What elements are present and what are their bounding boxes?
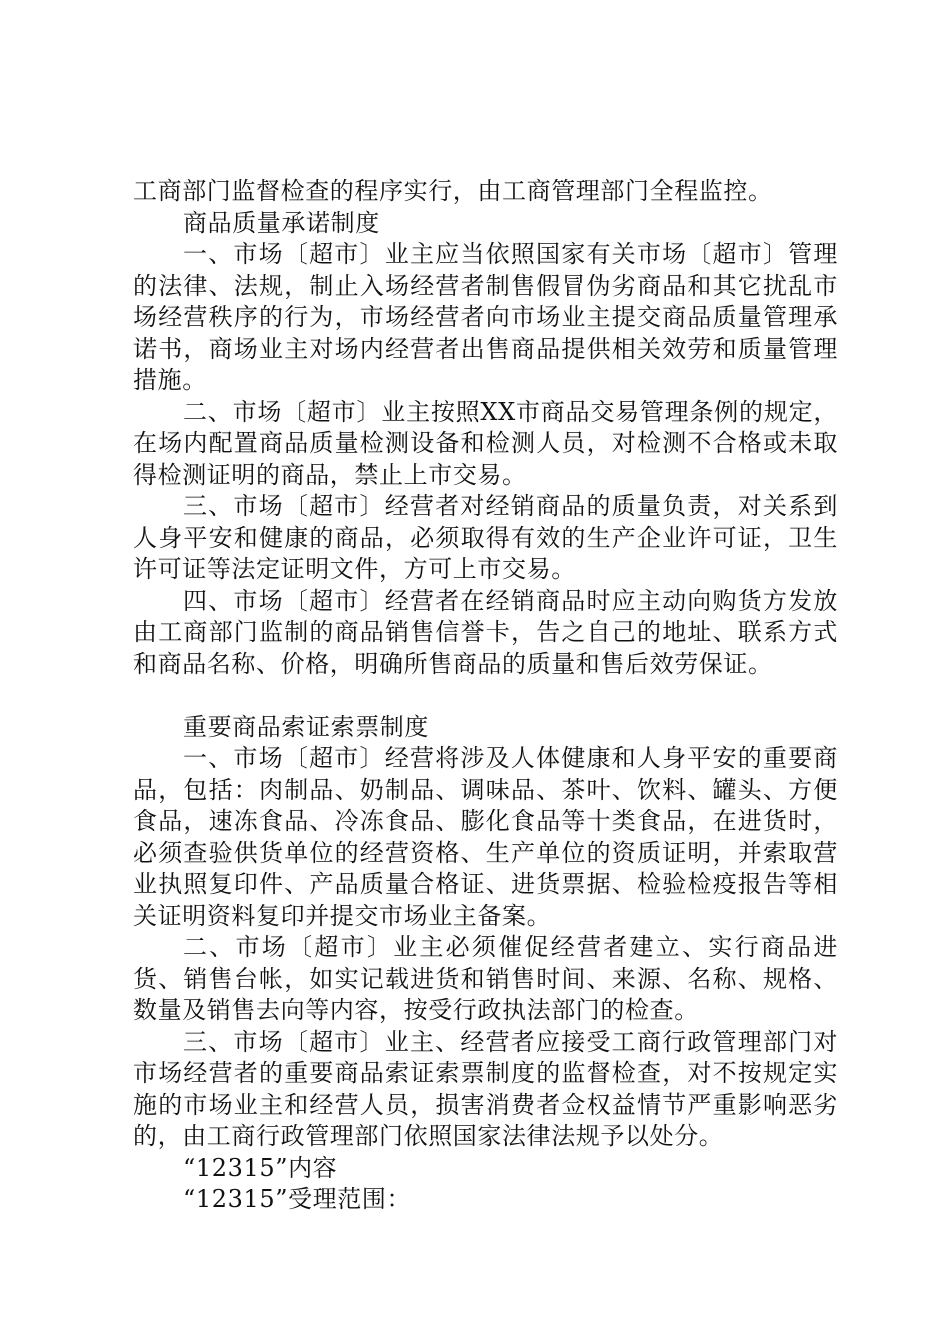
section-heading-receipts: 重要商品索证索票制度: [183, 712, 429, 741]
paragraph-quality-3: 三、市场〔超市〕经营者对经销商品的质量负责，对关系到人身平安和健康的商品，必须取得有效的生产企业许可证，卫生许可证等法定证明文件，方可上市交易。: [133, 492, 838, 583]
section-heading-quality-commitment: 商品质量承诺制度: [183, 208, 380, 237]
section-heading-12315-content: “12315”内容: [183, 1153, 338, 1182]
paragraph-quality-4: 四、市场〔超市〕经营者在经销商品时应主动向购货方发放由工商部门监制的商品销售信誉卡，告之自己的地址、联系方式和商品名称、价格，明确所售商品的质量和售后效劳保证。: [133, 586, 838, 678]
paragraph-continuation: 工商部门监督检查的程序实行，由工商管理部门全程监控。: [133, 177, 773, 205]
paragraph-spacer: [133, 680, 838, 712]
paragraph-receipts-2: 二、市场〔超市〕业主必须催促经营者建立、实行商品进货、销售台帐，如实记载进货和销售时间、来源、名称、规格、数量及销售去向等内容，按受行政执法部门的检查。: [133, 933, 838, 1024]
paragraph-quality-1: 一、市场〔超市〕业主应当依照国家有关市场〔超市〕管理的法律、法规，制止入场经营者制售假冒伪劣商品和其它扰乱市场经营秩序的行为，市场经营者向市场业主提交商品质量管理承诺书，商场业主对场内经营者出售商品提供相关效劳和质量管理措施。: [133, 240, 838, 394]
document-body: [133, 176, 838, 1216]
paragraph-receipts-1: 一、市场〔超市〕经营将涉及人体健康和人身平安的重要商品，包括：肉制品、奶制品、调味品、茶叶、饮料、罐头、方便食品，速冻食品、冷冻食品、膨化食品等十类食品，在进货时，必须查验供货单位的经营资格、生产单位的资质证明，并索取营业执照复印件、产品质量合格证、进货票据、检验检疫报告等相关证明资料复印并提交市场业主备案。: [133, 744, 838, 930]
paragraph-quality-2: 二、市场〔超市〕业主按照XX市商品交易管理条例的规定，在场内配置商品质量检测设备和检测人员，对检测不合格或未取得检测证明的商品，禁止上市交易。: [133, 397, 838, 489]
section-heading-12315-scope: “12315”受理范围：: [183, 1185, 412, 1213]
paragraph-receipts-3: 三、市场〔超市〕业主、经营者应接受工商行政管理部门对市场经营者的重要商品索证索票制度的监督检查，对不按规定实施的市场业主和经营人员，损害消费者佥权益情节严重影响恶劣的，由工商行政管理部门依照国家法律法规予以处分。: [133, 1027, 838, 1150]
